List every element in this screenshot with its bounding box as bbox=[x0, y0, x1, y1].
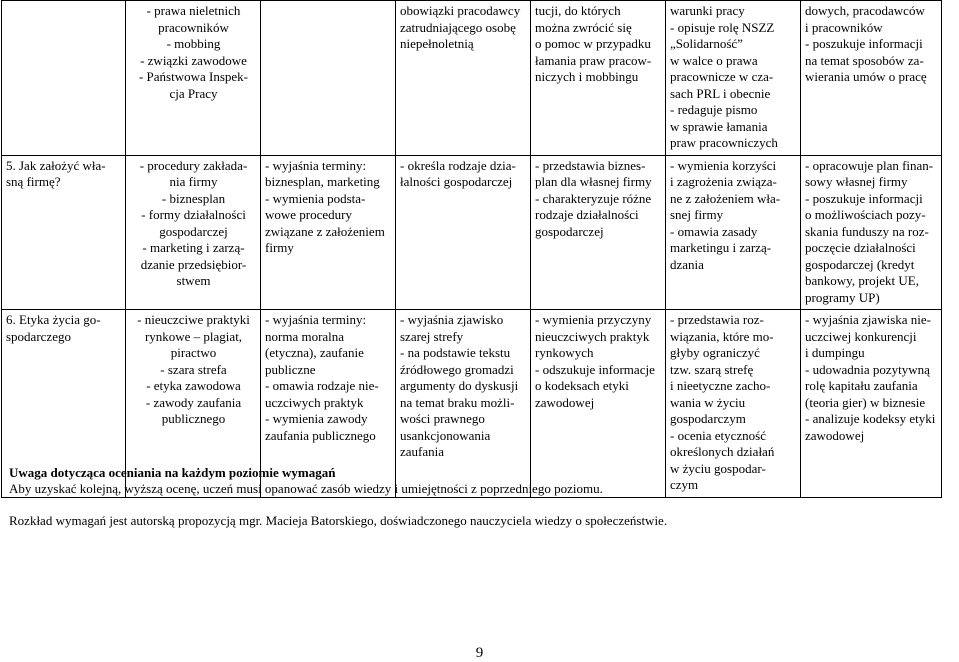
cell-line: - poszukuje informacji bbox=[805, 190, 923, 206]
cell-line: spodarczego bbox=[6, 328, 71, 344]
cell-line: wierania umów o pracę bbox=[805, 69, 927, 84]
cell-line: źródłowego gromadzi bbox=[400, 361, 514, 377]
cell-line: 5. Jak założyć wła- bbox=[6, 157, 106, 173]
cell-line: - formy działalności bbox=[141, 207, 246, 222]
cell-line: nia firmy bbox=[169, 174, 218, 189]
cell-line: praw pracowniczych bbox=[670, 135, 778, 150]
cell-line: dzanie przedsiębior- bbox=[140, 256, 247, 272]
cell-line: - szara strefa bbox=[160, 361, 227, 377]
cell-line: - ocenia etyczność bbox=[670, 427, 767, 443]
cell-line: i pracowników bbox=[805, 19, 883, 35]
cell-line: czym bbox=[670, 477, 699, 492]
requirement-cell bbox=[261, 155, 396, 310]
cell-line: - poszukuje informacji bbox=[805, 36, 923, 51]
cell-line: na temat braku możli- bbox=[400, 394, 515, 410]
requirement-cell bbox=[396, 1, 531, 156]
cell-line: wości prawnego bbox=[400, 411, 485, 426]
cell-line: marketingu i zarzą- bbox=[670, 240, 772, 255]
cell-line: biznesplan, marketing bbox=[265, 174, 380, 189]
cell-line: i dumpingu bbox=[805, 345, 865, 360]
grading-note-text: Aby uzyskać kolejną, wyższą ocenę, uczeń musi opanować zasób wiedzy i umiejętności z poprzedniego poziomu. bbox=[9, 481, 603, 496]
cell-line: sach PRL i obecnie bbox=[670, 85, 771, 101]
cell-line: poczęcie działalności bbox=[805, 240, 916, 255]
cell-line: tucji, do których bbox=[535, 3, 621, 18]
cell-line: rynkowych bbox=[535, 345, 594, 360]
cell-line: zaufania bbox=[400, 444, 445, 459]
cell-line: - zawody zaufania bbox=[145, 394, 242, 410]
cell-line: (etyczna), zaufanie bbox=[265, 345, 364, 360]
cell-line: - redaguje pismo bbox=[670, 102, 758, 117]
cell-line: głyby ograniczyć bbox=[670, 345, 760, 360]
table-row bbox=[2, 1, 942, 156]
cell-line: - analizuje kodeksy etyki bbox=[805, 411, 936, 426]
cell-line: pracownicze w cza- bbox=[670, 69, 774, 84]
cell-line: (teoria gier) w biznesie bbox=[805, 394, 926, 410]
requirement-cell bbox=[531, 155, 666, 310]
cell-line: uczciwych praktyk bbox=[265, 394, 364, 410]
cell-line: uczciwej konkurencji bbox=[805, 328, 917, 344]
cell-line: - nieuczciwe praktyki bbox=[137, 312, 250, 327]
cell-line: niczych i mobbingu bbox=[535, 69, 639, 84]
requirements-table bbox=[1, 0, 942, 498]
requirement-cell bbox=[801, 1, 942, 156]
cell-line: zawodowej bbox=[805, 427, 865, 443]
cell-line: - opracowuje plan finan- bbox=[805, 157, 934, 173]
cell-line: niepełnoletnią bbox=[400, 36, 474, 51]
cell-line: rodzaje działalności bbox=[535, 207, 639, 222]
requirement-cell bbox=[396, 155, 531, 310]
author-credit: Rozkład wymagań jest autorską propozycją mgr. Macieja Batorskiego, doświadczonego nauczyciela wiedzy o społeczeństwie. bbox=[9, 513, 668, 528]
cell-line: gospodarczej bbox=[535, 223, 604, 239]
requirement-cell bbox=[531, 1, 666, 156]
cell-line: o pomoc w przypadku bbox=[535, 36, 651, 51]
cell-line: ne z założeniem wła- bbox=[670, 190, 781, 206]
grading-note bbox=[9, 465, 603, 497]
cell-line: wowe procedury bbox=[265, 207, 352, 222]
cell-line: wiązania, które mo- bbox=[670, 328, 774, 344]
cell-line: argumenty do dyskusji bbox=[400, 378, 519, 393]
cell-line: obowiązki pracodawcy bbox=[400, 3, 521, 18]
cell-line: - wyjaśnia zjawiska nie- bbox=[805, 312, 931, 327]
cell-line: usankcjonowania bbox=[400, 427, 491, 443]
cell-line: w walce o prawa bbox=[670, 52, 758, 68]
cell-line: o kodeksach etyki bbox=[535, 378, 629, 393]
topic-cell bbox=[2, 1, 126, 156]
cell-line: sowy własnej firmy bbox=[805, 174, 908, 189]
cell-line: - na podstawie tekstu bbox=[400, 345, 511, 360]
cell-line: - Państwowa Inspek- bbox=[138, 69, 249, 84]
cell-line: gospodarczym bbox=[670, 411, 746, 426]
cell-line: stwem bbox=[176, 273, 211, 288]
cell-line: łalności gospodarczej bbox=[400, 174, 513, 189]
cell-line: - wyjaśnia terminy: bbox=[265, 157, 367, 173]
page-number: 9 bbox=[475, 645, 484, 661]
cell-line: dowych, pracodawców bbox=[805, 3, 925, 18]
cell-line: - etyka zawodowa bbox=[146, 378, 241, 393]
cell-line: pracowników bbox=[158, 19, 229, 35]
cell-line: - określa rodzaje dzia- bbox=[400, 157, 516, 173]
cell-line: bankowy, projekt UE, bbox=[805, 273, 919, 288]
cell-line: - prawa nieletnich bbox=[146, 3, 241, 18]
cell-line: - związki zawodowe bbox=[140, 52, 247, 68]
cell-line: gospodarczej bbox=[159, 223, 228, 239]
cell-line: norma moralna bbox=[265, 328, 345, 344]
cell-line: programy UP) bbox=[805, 289, 880, 305]
cell-line: dzania bbox=[670, 256, 704, 272]
table-row bbox=[2, 155, 942, 310]
requirement-cell bbox=[666, 310, 801, 498]
cell-line: w sprawie łamania bbox=[670, 118, 768, 134]
requirement-cell bbox=[801, 310, 942, 498]
cell-line: - opisuje rolę NSZZ bbox=[670, 19, 775, 35]
requirement-cell bbox=[666, 1, 801, 156]
cell-line: 6. Etyka życia go- bbox=[6, 312, 101, 327]
cell-line: o możliwościach pozy- bbox=[805, 207, 926, 222]
cell-line: określonych działań bbox=[670, 444, 775, 459]
cell-line: - wymienia przyczyny bbox=[535, 312, 652, 327]
cell-line: - przedstawia roz- bbox=[670, 312, 764, 327]
cell-line: na temat sposobów za- bbox=[805, 52, 924, 68]
cell-line: łamania praw pracow- bbox=[535, 52, 652, 68]
cell-line: można zwrócić się bbox=[535, 19, 632, 35]
cell-line: - wyjaśnia terminy: bbox=[265, 312, 367, 327]
cell-line: zaufania publicznego bbox=[265, 427, 376, 443]
cell-line: rolę kapitału zaufania bbox=[805, 378, 918, 393]
cell-line: plan dla własnej firmy bbox=[535, 174, 652, 189]
cell-line: zawodowej bbox=[535, 394, 595, 410]
cell-line: - udowadnia pozytywną bbox=[805, 361, 930, 377]
cell-line: - procedury zakłada- bbox=[139, 157, 248, 173]
requirement-cell bbox=[261, 1, 396, 156]
cell-line: - wymienia zawody bbox=[265, 411, 368, 426]
content-cell bbox=[126, 1, 261, 156]
cell-line: - omawia zasady bbox=[670, 223, 758, 239]
cell-line: - biznesplan bbox=[161, 190, 226, 206]
cell-line: - wymienia korzyści bbox=[670, 157, 777, 173]
cell-line: szarej strefy bbox=[400, 328, 464, 344]
requirement-cell bbox=[801, 155, 942, 310]
grading-note-title: Uwaga dotycząca oceniania na każdym poziomie wymagań bbox=[9, 465, 336, 480]
cell-line: - charakteryzuje różne bbox=[535, 190, 652, 206]
cell-line: rynkowe – plagiat, bbox=[144, 328, 243, 344]
topic-cell bbox=[2, 155, 126, 310]
cell-line: zatrudniającego osobę bbox=[400, 19, 516, 35]
cell-line: i zagrożenia związa- bbox=[670, 174, 777, 189]
cell-line: firmy bbox=[265, 240, 294, 255]
cell-line: - wymienia podsta- bbox=[265, 190, 366, 206]
cell-line: w życiu gospodar- bbox=[670, 460, 766, 476]
cell-line: - wyjaśnia zjawisko bbox=[400, 312, 504, 327]
content-cell bbox=[126, 155, 261, 310]
cell-line: nieuczciwych praktyk bbox=[535, 328, 650, 344]
cell-line: tzw. szarą strefę bbox=[670, 361, 754, 377]
cell-line: - marketing i zarzą- bbox=[142, 240, 245, 255]
cell-line: - odszukuje informacje bbox=[535, 361, 655, 377]
cell-line: sną firmę? bbox=[6, 174, 61, 189]
cell-line: wania w życiu bbox=[670, 394, 746, 410]
cell-line: cja Pracy bbox=[169, 85, 218, 101]
cell-line: warunki pracy bbox=[670, 3, 745, 18]
requirement-cell bbox=[666, 155, 801, 310]
cell-line: publiczne bbox=[265, 361, 316, 377]
cell-line: związane z założeniem bbox=[265, 223, 385, 239]
cell-line: - omawia rodzaje nie- bbox=[265, 378, 379, 393]
cell-line: - mobbing bbox=[166, 36, 221, 51]
cell-line: i nieetyczne zacho- bbox=[670, 378, 771, 393]
cell-line: snej firmy bbox=[670, 207, 724, 222]
cell-line: piractwo bbox=[170, 345, 217, 360]
cell-line: gospodarczej (kredyt bbox=[805, 256, 915, 272]
cell-line: publicznego bbox=[161, 411, 226, 426]
cell-line: - przedstawia biznes- bbox=[535, 157, 646, 173]
cell-line: „Solidarność” bbox=[670, 36, 743, 51]
cell-line: skania funduszy na roz- bbox=[805, 223, 929, 239]
